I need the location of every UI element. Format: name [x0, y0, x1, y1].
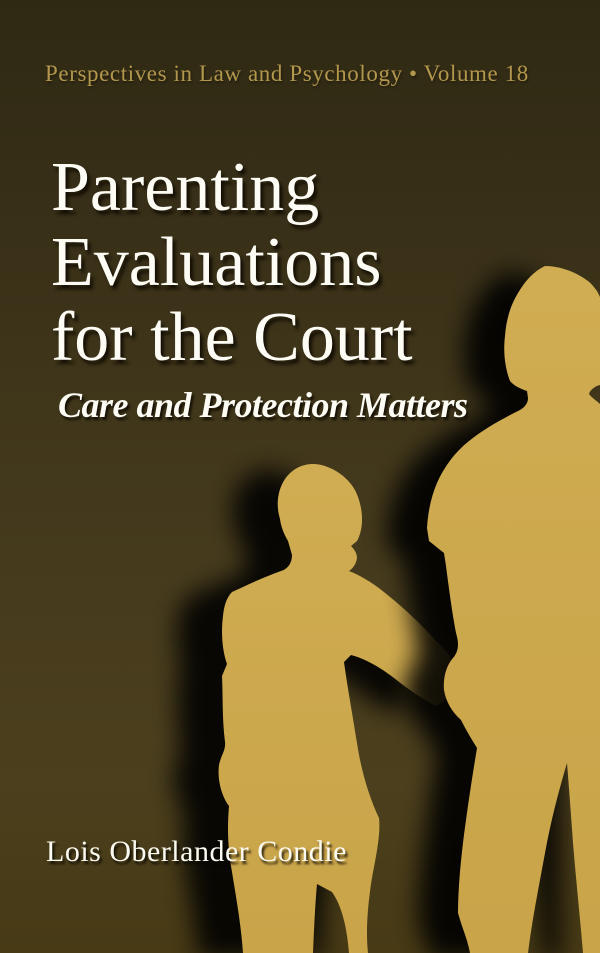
title-line-3: for the Court: [51, 299, 413, 376]
book-subtitle: Care and Protection Matters: [58, 385, 468, 425]
title-line-2: Evaluations: [51, 224, 382, 301]
book-title: [51, 150, 413, 375]
title-line-1: Parenting: [51, 149, 320, 226]
author-name: Lois Oberlander Condie: [46, 835, 347, 868]
series-line: Perspectives in Law and Psychology • Volume 18: [45, 61, 529, 86]
